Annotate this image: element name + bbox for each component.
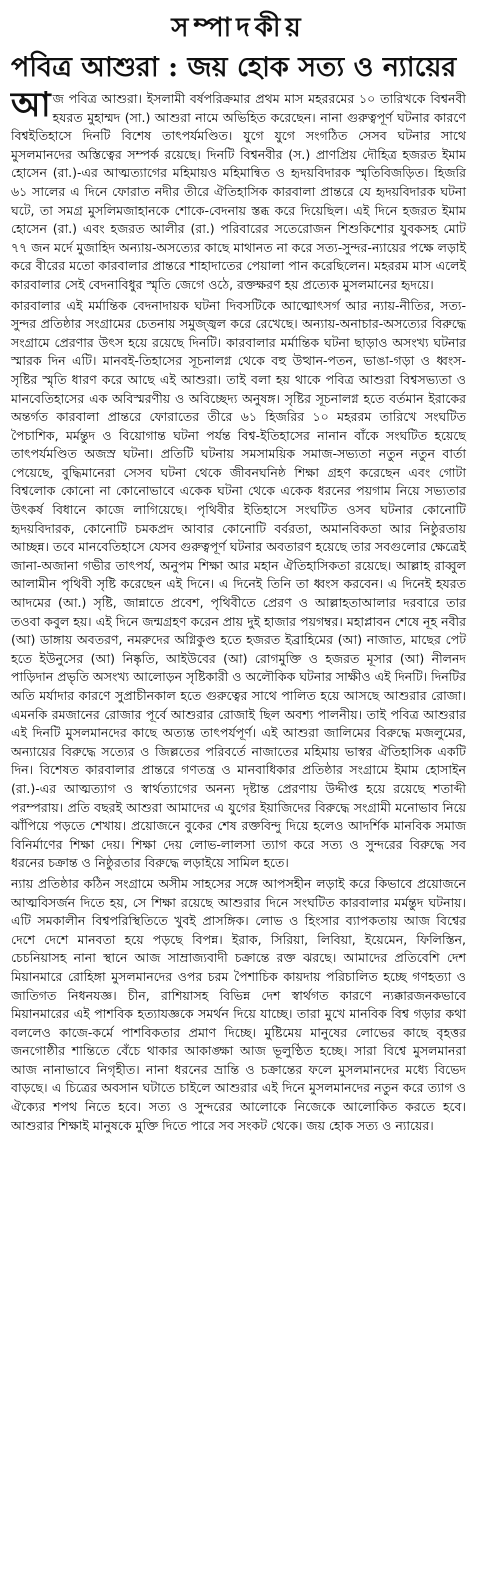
article-paragraph-3: ন্যায় প্রতিষ্ঠার কঠিন সংগ্রামে অসীম সাহসের সঙ্গে আপসহীন লড়াই করে কিভাবে প্রয়োজনে আত্মবিসর্জন দিতে হয়, সে শিক্ষা রয়েছে আশুরার দিনে সংঘটিত কারবালার মর্মন্তুদ ঘটনায়। এটি সমকালীন বিশ্বপরিস্থিতিতে খুবই প্রাসঙ্গিক। লোভ ও হিংসার ব্যাপকতায় আজ বিশ্বের দেশে দেশে মানবতা হয়ে পড়ছে বিপন্ন। ইরাক, সিরিয়া, লিবিয়া, ইয়েমেন, ফিলিস্তিন, চেচনিয়াসহ নানা স্থানে আজ সাম্রাজ্যবাদী চক্রান্তে রক্ত ঝরছে। আমাদের প্রতিবেশি দেশ মিয়ানমারে রোহিঙ্গা মুসলমানদের ওপর চরম পৈশাচিক কায়দায় পরিচালিত হচ্ছে গণহত্যা ও জাতিগত নিধনযজ্ঞ। চীন, রাশিয়াসহ বিভিন্ন দেশ স্বার্থগত কারণে ন্যক্কারজনকভাবে মিয়ানমারের এই পাশবিক হত্যাযজ্ঞকে সমর্থন দিয়ে যাচ্ছে। তারা মুখে মানবিক বিশ্ব গড়ার কথা বললেও কাজে-কর্মে পাশবিকতার প্রমাণ দিচ্ছে। মুষ্টিমেয় মানুষের লোভের কাছে বৃহত্তর জনগোষ্ঠীর শান্তিতে বেঁচে থাকার আকাঙ্ক্ষা আজ ভূলুণ্ঠিত হচ্ছে। সারা বিশ্বে মুসলমানরা আজ নানাভাবে নিগৃহীত। নানা ধরনের ভ্রান্তি ও চক্রান্তের ফলে মুসলমানদের মধ্যে বিভেদ বাড়ছে। এ চিত্রের অবসান ঘটাতে চাইলে আশুরার এই দিনে মুসলমানদের নতুন করে ত্যাগ ও ঐক্যের শপথ নিতে হবে। সত্য ও সুন্দরের আলোকে নিজেকে আলোকিত করতে হবে। আশুরার শিক্ষাই মানুষকে মুক্তি দিতে পারে সব সংকট থেকে। জয় হোক সত্য ও ন্যায়ের। bbox=[11, 875, 466, 1133]
paragraph-text: জ পবিত্র আশুরা। ইসলামী বর্ষপরিক্রমার প্রথম মাস মহররমের ১০ তারিখকে বিশ্বনবী হযরত মুহাম্মদ (সা.) আশুরা নামে অভিহিত করেছেন। নানা গুরুত্বপূর্ণ ঘটনার কারণে বিশ্বইতিহাসে দিনটি বিশেষ তাৎপর্যমণ্ডিত। যুগে যুগে সংগঠিত সেসব ঘটনার সাথে মুসলমানদের অস্তিত্বের সম্পর্ক রয়েছে। দিনটি বিশ্বনবীর (স.) প্রাণপ্রিয় দৌহিত্র হজরত ইমাম হোসেন (রা.)-এর আত্মত্যাগের মহিমায়ও মহিমান্বিত ও হৃদয়বিদারক স্মৃতিবিজড়িত। হিজরি ৬১ সালের এ দিনে ফোরাত নদীর তীরে ঐতিহাসিক কারবালা প্রান্তরে যে হৃদয়বিদারক ঘটনা ঘটে, তা সমগ্র মুসলিমজাহানকে শোকে-বেদনায় স্তব্ধ করে দিয়েছিল। এই দিনে হজরত ইমাম হোসেন (রা.) এবং হজরত আলীর (রা.) পরিবারের সতেরোজন শিশুকিশোর যুবকসহ মোট ৭৭ জন মর্দে মুজাহিদ অন্যায়-অসত্যের কাছে মাথানত না করে সত্য-সুন্দর-ন্যায়ের পক্ষে লড়াই করে বীরের মতো কারবালার প্রান্তরে শাহাদাতের পেয়ালা পান করেছিলেন। মহররম মাস এলেই কারবালার সেই বেদনাবিধুর স্মৃতি জেগে ওঠে, রক্তক্ষরণ হয় প্রত্যেক মুসলমানের হৃদয়ে। bbox=[11, 91, 466, 292]
article-paragraph-2: কারবালার এই মর্মান্তিক বেদনাদায়ক ঘটনা দিবসটিকে আত্মোৎসর্গ আর ন্যায়-নীতির, সত্য-সুন্দর প্রতিষ্ঠার সংগ্রামের চেতনায় সমুজ্জ্বল করে রেখেছে। অন্যায়-অনাচার-অসত্যের বিরুদ্ধে সংগ্রামে প্রেরণার উৎস হয়ে রয়েছে দিনটি। কারবালার মর্মান্তিক ঘটনা ছাড়াও অসংখ্য ঘটনার স্মারক দিন এটি। মানবই-তিহাসের সূচনালগ্ন থেকে বহু উত্থান-পতন, ভাঙা-গড়া ও ধ্বংস-সৃষ্টির স্মৃতি ধারণ করে আছে এই আশুরা। তাই বলা হয় থাকে পবিত্র আশুরা বিশ্বসভ্যতা ও মানবেতিহাসের এক অবিস্মরণীয় ও অবিচ্ছেদ্য অনুষঙ্গ। সৃষ্টির সূচনালগ্ন হতে বর্তমান ইরাকের অন্তর্গত কারবালা প্রান্তরে ফোরাতের তীরে ৬১ হিজরির ১০ মহররম তারিখে সংঘটিত পৈচাশিক, মর্মন্তুদ ও বিয়োগান্ত ঘটনা পর্যন্ত বিশ্ব-ইতিহাসের নানান বাঁকে সংঘটিত হয়েছে তাৎপর্যমণ্ডিত অজস্র ঘটনা। প্রতিটি ঘটনায় সমসাময়িক সমাজ-সভ্যতা নতুন নতুন বার্তা পেয়েছে, বুদ্ধিমানেরা সেসব ঘটনা থেকে জীবনঘনিষ্ঠ শিক্ষা গ্রহণ করেছেন এবং গোটা বিশ্বলোক কোনো না কোনোভাবে একেক ঘটনা থেকে একেক ধরনের পয়গাম নিয়ে সভ্যতার উৎকর্ষ বিধানে কাজে লাগিয়েছে। পৃথিবীর ইতিহাসে সংঘটিত ওসব ঘটনার কোনোটি হৃদয়বিদারক, কোনোটি চমকপ্রদ আবার কোনোটি বর্বরতা, অমানবিকতা আর নিষ্ঠুরতায় আচ্ছন্ন। তবে মানবেতিহাসে যেসব গুরুত্বপূর্ণ ঘটনার অবতারণ হয়েছে তার সবগুলোর ক্ষেত্রেই জানা-অজানা গভীর তাৎপর্য, অনুপম শিক্ষা আর মহান ঐতিহাসিকতা রয়েছে। আল্লাহ রাব্বুল আলামীন পৃথিবী সৃষ্টি করেছেন এই দিনে। এ দিনেই তিনি তা ধ্বংস করবেন। এ দিনেই হযরত আদমের (আ.) সৃষ্টি, জান্নাতে প্রবেশ, পৃথিবীতে প্রেরণ ও আল্লাহতাআলার দরবারে তার তওবা কবুল হয়। এই দিনে জন্মগ্রহণ করেন প্রায় দুই হাজার পয়গম্বর। মহাপ্লাবন শেষে নূহ নবীর (আ) ডাঙ্গায় অবতরণ, নমরুদের অগ্নিকুণ্ড হতে হজরত ইব্রাহিমের (আ) নাজাত, মাছের পেট হতে ইউনুসের (আ) নিষ্কৃতি, আইউবের (আ) রোগমুক্তি ও হজরত মূসার (আ) নীলনদ পাড়িদান প্রভৃতি অসংখ্য আলোড়ন সৃষ্টিকারী ও অলৌকিক ঘটনার সাক্ষীও এই দিনটি। দিনটির অতি মর্যাদার কারণে সুপ্রাচীনকাল হতে গুরুত্বের সাথে পালিত হয়ে আসছে আশুরার রোজা। এমনকি রমজানের রোজার পূর্বে আশুরার রোজাই ছিল অবশ্য পালনীয়। তাই পবিত্র আশুরার এই দিনটি মুসলমানদের কাছে অত্যন্ত তাৎপর্যপূর্ণ। এই আশুরা জালিমের বিরুদ্ধে মজলুমের, অন্যায়ের বিরুদ্ধে সত্যের ও জিল্লতের পরিবর্তে নাজাতের মহিমায় ভাস্বর ঐতিহাসিক একটি দিন। বিশেষত কারবালার প্রান্তরে গণতন্ত্র ও মানবাধিকার প্রতিষ্ঠার সংগ্রামে ইমাম হোসাইন (রা.)-এর আত্মত্যাগ ও স্বার্থত্যাগের অনন্য দৃষ্টান্ত প্রেরণায় উদ্দীপ্ত হয়ে রয়েছে শতাব্দী পরম্পরায়। প্রতি বছরই আশুরা আমাদের এ যুগের ইয়াজিদের বিরুদ্ধে সংগ্রামী মনোভাব নিয়ে ঝাঁপিয়ে পড়তে শেখায়। প্রয়োজনে বুকের শেষ রক্তবিন্দু দিয়ে হলেও আদর্শিক মানবিক সমাজ বিনির্মাণের শিক্ষা দেয়। শিক্ষা দেয় লোভ-লালসা ত্যাগ করে সত্য ও সুন্দরের বিরুদ্ধে সব ধরনের চক্রান্ত ও নিষ্ঠুরতার বিরুদ্ধে লড়াইয়ে সামিল হতে। bbox=[11, 297, 466, 871]
article-body bbox=[11, 85, 466, 1135]
drop-cap: আ bbox=[11, 85, 51, 125]
section-label: সম্পাদকীয় bbox=[171, 13, 306, 43]
headline: পবিত্র আশুরা : জয় হোক সত্য ও ন্যায়ের bbox=[11, 52, 457, 83]
article-paragraph-1 bbox=[11, 85, 466, 295]
